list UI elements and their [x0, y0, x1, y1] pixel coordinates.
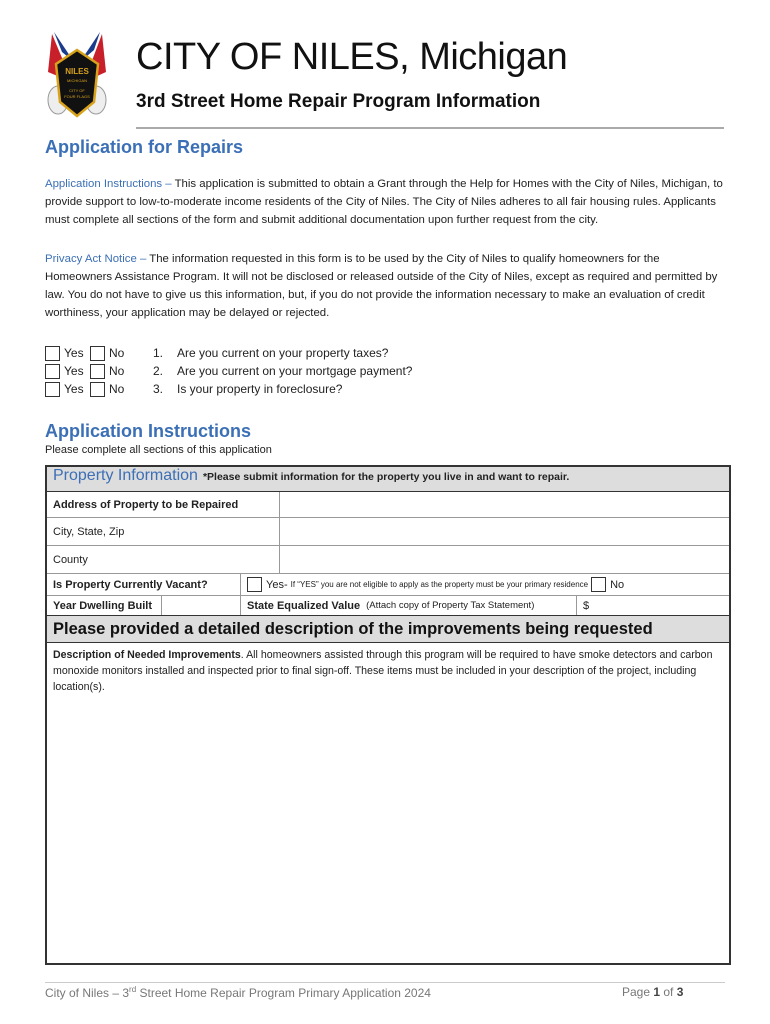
- section-note: Please complete all sections of this application: [45, 444, 272, 456]
- vacant-note: If “YES” you are not eligible to apply as the property must be your primary residence: [290, 580, 589, 589]
- dollar-sign: $: [583, 599, 590, 612]
- page-word: Page: [622, 985, 654, 999]
- section-heading-application-for-repairs: Application for Repairs: [45, 137, 244, 157]
- question-text: Are you current on your mortgage payment?: [177, 364, 413, 378]
- of-word: of: [660, 985, 677, 999]
- year-field[interactable]: [162, 596, 241, 615]
- no-checkbox[interactable]: [90, 382, 105, 397]
- yes-label: Yes: [64, 382, 84, 396]
- address-row: [47, 492, 729, 518]
- privacy-label: Privacy Act Notice –: [45, 253, 150, 265]
- no-label: No: [109, 364, 125, 378]
- no-checkbox[interactable]: [90, 364, 105, 379]
- privacy-paragraph: [45, 250, 727, 322]
- no-label: No: [109, 382, 125, 396]
- address-label: Address of Property to be Repaired: [47, 492, 280, 517]
- description-label: Description of Needed Improvements: [53, 649, 241, 661]
- county-label: County: [47, 546, 280, 573]
- no-label: No: [109, 346, 125, 360]
- footer-left: [45, 985, 431, 1000]
- yes-checkbox[interactable]: [45, 382, 60, 397]
- county-field[interactable]: [280, 546, 729, 573]
- page-number: [622, 985, 683, 999]
- sev-field[interactable]: [577, 596, 729, 615]
- svg-text:FOUR FLAGS: FOUR FLAGS: [64, 94, 90, 99]
- instructions-label: Application Instructions –: [45, 178, 175, 190]
- yes-label: Yes: [64, 364, 84, 378]
- vacant-no-checkbox[interactable]: [591, 577, 606, 592]
- description-band-title: Please provided a detailed description of the improvements being requested: [53, 619, 653, 638]
- question-row: [45, 362, 412, 380]
- vacant-label: Is Property Currently Vacant?: [47, 574, 241, 595]
- address-field[interactable]: [280, 492, 729, 517]
- question-row: [45, 344, 412, 362]
- eligibility-questions: [45, 344, 412, 398]
- yes-label: Yes: [64, 346, 84, 360]
- year-sev-row: [47, 596, 729, 616]
- vacant-yes-label: Yes-: [266, 578, 288, 591]
- description-band: [47, 616, 729, 643]
- yes-checkbox[interactable]: [45, 346, 60, 361]
- description-field[interactable]: [47, 643, 729, 699]
- svg-text:CITY OF: CITY OF: [69, 88, 85, 93]
- vacant-row: [47, 574, 729, 596]
- question-number: 3.: [153, 382, 164, 396]
- page-title: CITY OF NILES, Michigan: [136, 36, 568, 78]
- instructions-text: This application is submitted to obtain a Grant through the Help for Homes with the City of Niles, Michigan, to provide support to low-to-moderate income residents of the City of Niles. The City of Niles adheres to all fair housing rules. Applicants must complete all sections of the form and submit additional documentation upon further request from the city.: [45, 178, 723, 226]
- band-note: *Please submit information for the property you live in and want to repair.: [202, 471, 570, 483]
- property-info-band: [47, 467, 729, 492]
- sev-label-cell: [241, 596, 577, 615]
- sev-note: (Attach copy of Property Tax Statement): [366, 600, 535, 611]
- privacy-text: The information requested in this form is to be used by the City of Niles to qualify homeowners for the Homeowners Assistance Program. It will not be disclosed or released outside of the City of Niles, except as required and permitted by law. You do not have to give us this information, but, if you do not provide the information necessary to make an evaluation of credit worthiness, your application may be delayed or rejected.: [45, 253, 718, 319]
- instructions-paragraph: [45, 175, 727, 229]
- vacant-options: [241, 574, 729, 595]
- vacant-no-label: No: [610, 578, 625, 591]
- page-total: 3: [676, 985, 684, 999]
- svg-text:MICHIGAN: MICHIGAN: [67, 78, 87, 83]
- question-number: 2.: [153, 364, 164, 378]
- no-checkbox[interactable]: [90, 346, 105, 361]
- vacant-yes-checkbox[interactable]: [247, 577, 262, 592]
- sev-label: State Equalized Value: [247, 599, 361, 612]
- question-number: 1.: [153, 346, 164, 360]
- section-heading-application-instructions: Application Instructions: [45, 421, 252, 441]
- footer-text-b: Street Home Repair Program Primary Application 2024: [136, 986, 431, 1000]
- page-subtitle: 3rd Street Home Repair Program Information: [136, 91, 541, 112]
- footer-divider: [45, 982, 725, 983]
- page-current: 1: [653, 985, 661, 999]
- question-text: Are you current on your property taxes?: [177, 346, 389, 360]
- question-text: Is your property in foreclosure?: [177, 382, 343, 396]
- footer-sup: rd: [129, 985, 137, 994]
- year-label: Year Dwelling Built: [47, 596, 162, 615]
- yes-checkbox[interactable]: [45, 364, 60, 379]
- question-row: [45, 380, 412, 398]
- city-seal-logo: [44, 22, 110, 122]
- band-title: Property Information: [53, 467, 198, 484]
- city-label: City, State, Zip: [47, 518, 280, 545]
- county-row: [47, 546, 729, 574]
- footer-text-a: City of Niles – 3: [45, 986, 130, 1000]
- property-form: [45, 465, 731, 965]
- header-divider: [136, 127, 724, 129]
- svg-text:NILES: NILES: [65, 67, 89, 76]
- description-text: . All homeowners assisted through this program will be required to have smoke detectors and carbon monoxide monitors installed and inspected prior to final sign-off. These items must be included in your description of the project, including location(s).: [53, 649, 713, 693]
- city-field[interactable]: [280, 518, 729, 545]
- city-row: [47, 518, 729, 546]
